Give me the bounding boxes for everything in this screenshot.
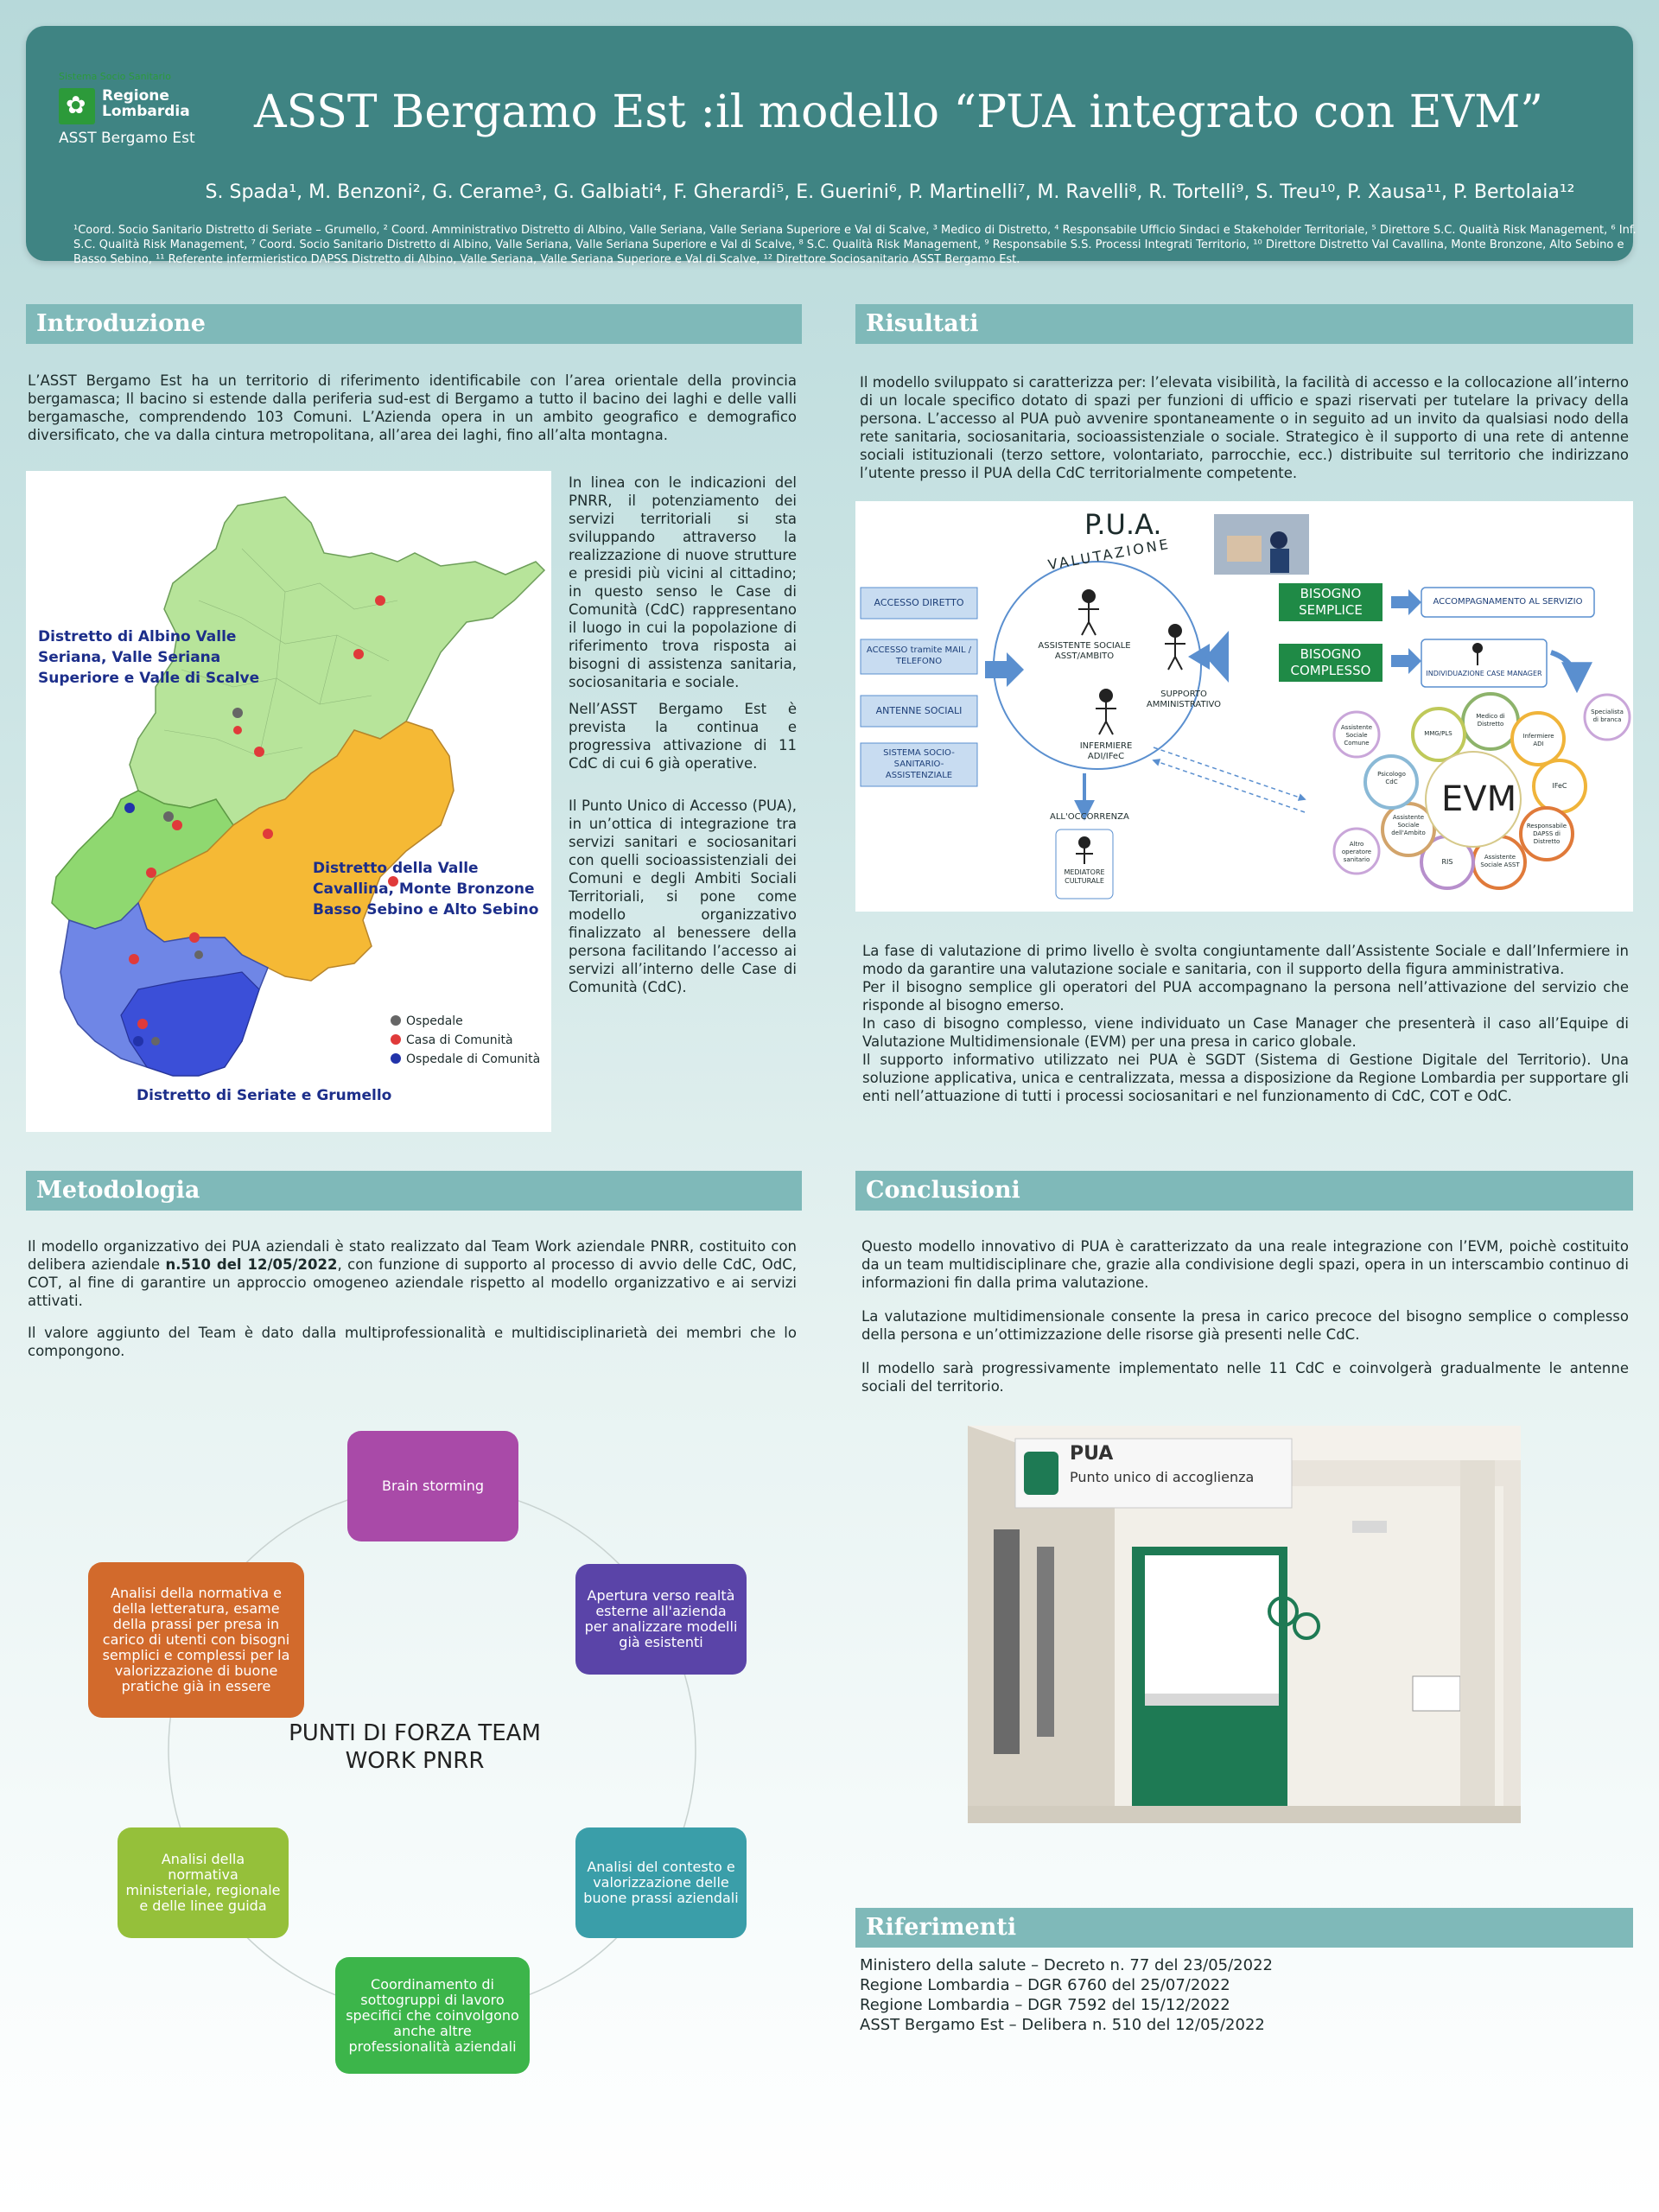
legend-casa-comunita: Casa di Comunità: [406, 1033, 513, 1047]
district-map: [26, 471, 551, 1132]
evm-member-3: IFeC: [1552, 782, 1567, 790]
method-paragraph-2: Il valore aggiunto del Team è dato dalla multiprofessionalità e multidisciplinarietà dei membri che lo compongono.: [28, 1325, 797, 1359]
evm-member-6: RIS: [1441, 858, 1453, 866]
authors: S. Spada¹, M. Benzoni², G. Cerame³, G. Galbiati⁴, F. Gherardi⁵, E. Guerini⁶, P. Martinelli⁷, M. Ravelli⁸, R. Tortelli⁹, S. Treu¹⁰, P. Xausa¹¹, P. Bertolaia¹²: [205, 181, 1575, 203]
results-paragraph-4: In caso di bisogno complesso, viene individuato un Case Manager che presenterà il caso all’Equipe di Valutazione Multidimensionale (EVM) per una presa in carico globale.: [862, 1015, 1629, 1050]
logo-unit: ASST Bergamo Est: [59, 130, 195, 147]
intro-paragraph-4: Il Punto Unico di Accesso (PUA), in un’ottica di integrazione tra servizi sanitari e sociosanitari con quelli socioassistenziali dei Comuni e degli Ambiti Sociali Territoriali, si pone come modello organizzativo finalizzato al benessere della persona facilitando l’accesso ai servizi all’interno delle Case di Comunità (CdC).: [569, 798, 797, 995]
cycle-center-label: PUNTI DI FORZA TEAM WORK PNRR: [289, 1720, 541, 1774]
bisogno-complesso-label: BISOGNO COMPLESSO: [1290, 646, 1371, 678]
cycle-node-analisi-contesto: Analisi del contesto e valorizzazione delle buone prassi aziendali: [575, 1827, 747, 1938]
logo-region: Regione Lombardia: [102, 87, 190, 120]
conclusions-paragraph-1: Questo modello innovativo di PUA è caratterizzato da una reale integrazione con l’EVM, poichè costituito da un team multidisciplinare che, grazie alla condivisione degli spazi, opera in un interscambio continuo di informazioni fin dalla prima valutazione.: [861, 1238, 1629, 1291]
intro-paragraph-2: In linea con le indicazioni del PNRR, il potenziamento dei servizi territoriali si sta sviluppando attraverso la realizzazione di nuove strutture e presidi più vicini al cittadino; in questo senso le Case di Comunità (CdC) rappresentano il luogo in cui la popolazione di riferimento trova risposta ai bisogni di assistenza sanitaria, sociosanitaria e sociale.: [569, 474, 797, 690]
pua-title: P.U.A.: [1084, 508, 1162, 541]
reference-item: Regione Lombardia – DGR 6760 del 25/07/2022: [860, 1976, 1230, 1994]
section-title-risultati: Risultati: [855, 304, 1633, 344]
map-label-district-albino: Distretto di Albino Valle Seriana, Valle Seriana Superiore e Valle di Scalve: [38, 628, 260, 687]
conclusions-text: [861, 1237, 1629, 1399]
bisogno-semplice-label: BISOGNO SEMPLICE: [1299, 586, 1363, 618]
pua-sign-subtitle: Punto unico di accoglienza: [1070, 1469, 1255, 1485]
evm-member-7: Assistente Sociale dell'Ambito: [1391, 814, 1426, 836]
intro-side-text: [569, 474, 797, 1000]
evm-member-4: Responsabile DAPSS di Distretto: [1526, 823, 1567, 845]
pua-office-photo: [968, 1426, 1521, 1823]
pua-valutazione-label: VALUTAZIONE: [1046, 535, 1173, 574]
map-legend: [406, 1012, 540, 1069]
section-title-metodologia: Metodologia: [26, 1171, 802, 1211]
map-label-district-cavallina: Distretto della Valle Cavallina, Monte Bronzone Basso Sebino e Alto Sebino: [313, 860, 539, 918]
cycle-node-brainstorming: Brain storming: [347, 1431, 518, 1541]
map-label-district-seriate: Distretto di Seriate e Grumello: [137, 1087, 392, 1104]
evm-outer-1: Assistente Sociale Comune: [1340, 724, 1373, 747]
cycle-node-analisi-normativa: Analisi della normativa ministeriale, regionale e delle linee guida: [118, 1827, 289, 1938]
intro-paragraph-1: L’ASST Bergamo Est ha un territorio di riferimento identificabile con l’area orientale della provincia bergamasca; Il bacino si estende dalla periferia sud-est di Bergamo a tutto il bacino dei laghi e delle valli bergamasche, comprendendo 103 Comuni. L’Azienda opera in un ambito geografico e demografico diversificato, che va dalla cintura metropolitana, all’area dei laghi, fino all’alta montagna.: [28, 372, 797, 443]
results-paragraph-2: La fase di valutazione di primo livello è svolta congiuntamente dall’Assistente Sociale e dall’Infermiere in modo da garantire una valutazione sociale e sanitaria, con il supporto della figura amministrativa.: [862, 943, 1629, 977]
pua-office-photo-svg: [968, 1426, 1521, 1823]
cycle-node-apertura: Apertura verso realtà esterne all'azienda per analizzare modelli già esistenti: [575, 1564, 747, 1675]
case-manager-label: INDIVIDUAZIONE CASE MANAGER: [1426, 670, 1542, 677]
evm-member-8: Psicologo CdC: [1377, 771, 1406, 785]
cycle-node-analisi-letteratura: Analisi della normativa e della letteratura, esame della prassi per presa in carico di utenti con bisogni semplici e complessi per la valorizzazione di buone pratiche già in essere: [88, 1562, 304, 1718]
affiliations: ¹Coord. Socio Sanitario Distretto di Seriate – Grumello, ² Coord. Amministrativo Distretto di Albino, Valle Seriana, Valle Seriana Superiore e Val di Scalve, ³ Medico di Distretto, ⁴ Responsabile Ufficio Sindaci e Stakeholder Territoriale, ⁵ Direttore S.C. Qualità Risk Management, ⁶ Inf. S.C. Qualità Risk Management, ⁷ Coord. Socio Sanitario Distretto di Albino, Valle Seriana, Valle Seriana Superiore e Val di Scalve, ⁸ S.C. Qualità Risk Management, ⁹ Responsabile S.S. Processi Integrati Territorio, ¹⁰ Direttore Distretto Val Cavallina, Monte Bronzone, Alto Sebino e Basso Sebino, ¹¹ Referente infermieristico DAPSS Distretto di Albino, Valle Seriana, Valle Seriana Superiore e Val di Scalve, ¹² Direttore Sociosanitario ASST Bergamo Est.: [73, 224, 1637, 266]
legend-ospedale: Ospedale: [406, 1014, 463, 1028]
pua-input-accesso-diretto: ACCESSO DIRETTO: [874, 597, 964, 608]
logo-tagline: Sistema Socio Sanitario: [59, 71, 171, 82]
evm-member-1: Medico di Distretto: [1476, 713, 1505, 728]
reference-item: Ministero della salute – Decreto n. 77 del 23/05/2022: [860, 1956, 1273, 1974]
evm-member-5: Assistente Sociale ASST: [1480, 854, 1520, 868]
regione-lombardia-logo: [59, 71, 195, 166]
accompagnamento-label: ACCOMPAGNAMENTO AL SERVIZIO: [1433, 597, 1583, 607]
pua-role-supporto: SUPPORTO AMMINISTRATIVO: [1146, 690, 1222, 709]
pua-input-antenne: ANTENNE SOCIALI: [875, 705, 963, 716]
section-title-riferimenti: Riferimenti: [855, 1908, 1633, 1948]
reference-item: Regione Lombardia – DGR 7592 del 15/12/2022: [860, 1996, 1230, 2014]
evm-label: EVM: [1441, 779, 1517, 819]
reference-item: ASST Bergamo Est – Delibera n. 510 del 12/05/2022: [860, 2016, 1265, 2034]
evm-member-2: Infermiere ADI: [1522, 733, 1554, 747]
references-list: [860, 1955, 1273, 2035]
cycle-node-coordinamento: Coordinamento di sottogruppi di lavoro specifici che coinvolgono anche altre professionalità aziendali: [335, 1957, 530, 2074]
results-paragraph-5: Il supporto informativo utilizzato nei PUA è SGDT (Sistema di Gestione Digitale del Territorio). Una soluzione applicativa, unica e centralizzata, messa a disposizione da Regione Lombardia per supportare gli enti nell’attuazione di tutti i processi sociosanitari e nel funzionamento di CdC, COT e OdC.: [862, 1052, 1629, 1104]
strengths-cycle-diagram: [78, 1426, 769, 2082]
evm-outer-3: Altro operatore sanitario: [1341, 841, 1372, 863]
method-paragraph-1: [28, 1237, 797, 1310]
method-p1-c: , con funzione di supporto al processo di avvio delle CdC, OdC, COT, al fine di garantire un approccio omogeneo aziendale rispetto al modello organizzativo e ai servizi attivati.: [28, 1256, 797, 1309]
method-p1-a: Il modello organizzativo dei PUA aziendali è stato realizzato dal Team Work aziendale PNRR, costituito con delibera aziendale: [28, 1238, 797, 1273]
evm-member-9: MMG/PLS: [1424, 730, 1452, 737]
pua-role-infermiere: INFERMIERE ADI/IFeC: [1079, 741, 1133, 761]
section-title-introduzione: Introduzione: [26, 304, 802, 344]
legend-ospedale-comunita: Ospedale di Comunità: [406, 1052, 541, 1066]
conclusions-paragraph-2: La valutazione multidimensionale consente la presa in carico precoce del bisogno semplice o complesso della persona e un’ottimizzazione delle risorse già presenti nelle CdC.: [861, 1308, 1629, 1343]
results-paragraph-3: Per il bisogno semplice gli operatori del PUA accompagnano la persona nell’attivazione del servizio che risponde al bisogno emerso.: [862, 979, 1629, 1014]
method-p1-delibera: n.510 del 12/05/2022: [165, 1256, 338, 1273]
pua-sign-title: PUA: [1070, 1443, 1114, 1465]
poster-header: [26, 26, 1637, 266]
section-title-conclusioni: Conclusioni: [855, 1171, 1633, 1211]
pua-input-accesso-mail: ACCESSO tramite MAIL / TELEFONO: [866, 645, 972, 666]
evm-outer-2: Specialista di branca: [1591, 709, 1624, 723]
results-paragraph-1: Il modello sviluppato si caratterizza per: l’elevata visibilità, la facilità di accesso e la collocazione all’interno di un locale specifico dotato di spazi per funzioni di ufficio e spazi riservati per tutelare la privacy della persona. L’accesso al PUA può avvenire spontaneamente o in seguito ad un invito da qualsiasi nodo della rete sanitaria, sociosanitaria, socioassistenziale o sociale. Strategico è il supporto di una rete di antenne sociali istituzionali (terzo settore, volontariato, parrocchie, ecc.) distribuite sul territorio che indirizzano l’utente presso il PUA della CdC territorialmente competente.: [860, 374, 1629, 481]
lombardia-rose-icon: ✿: [59, 88, 95, 124]
pua-diagram: [855, 501, 1633, 912]
poster-title: ASST Bergamo Est :il modello “PUA integrato con EVM”: [254, 86, 1543, 138]
occorrenza-label: ALL'OCCORRENZA: [1050, 812, 1129, 822]
pua-input-sistema: SISTEMA SOCIO-SANITARIO-ASSISTENZIALE: [883, 748, 955, 780]
results-text-2: [862, 942, 1629, 1105]
conclusions-paragraph-3: Il modello sarà progressivamente implementato nelle 11 CdC e coinvolgerà gradualmente le antenne sociali del territorio.: [861, 1360, 1629, 1395]
mediatore-label: MEDIATORE CULTURALE: [1064, 868, 1105, 885]
method-text: [28, 1237, 797, 1363]
intro-paragraph-3: Nell’ASST Bergamo Est è prevista la continua e progressiva attivazione di 11 CdC di cui 6 già operative.: [569, 701, 797, 772]
pua-role-assistente: ASSISTENTE SOCIALE ASST/AMBITO: [1038, 641, 1131, 661]
